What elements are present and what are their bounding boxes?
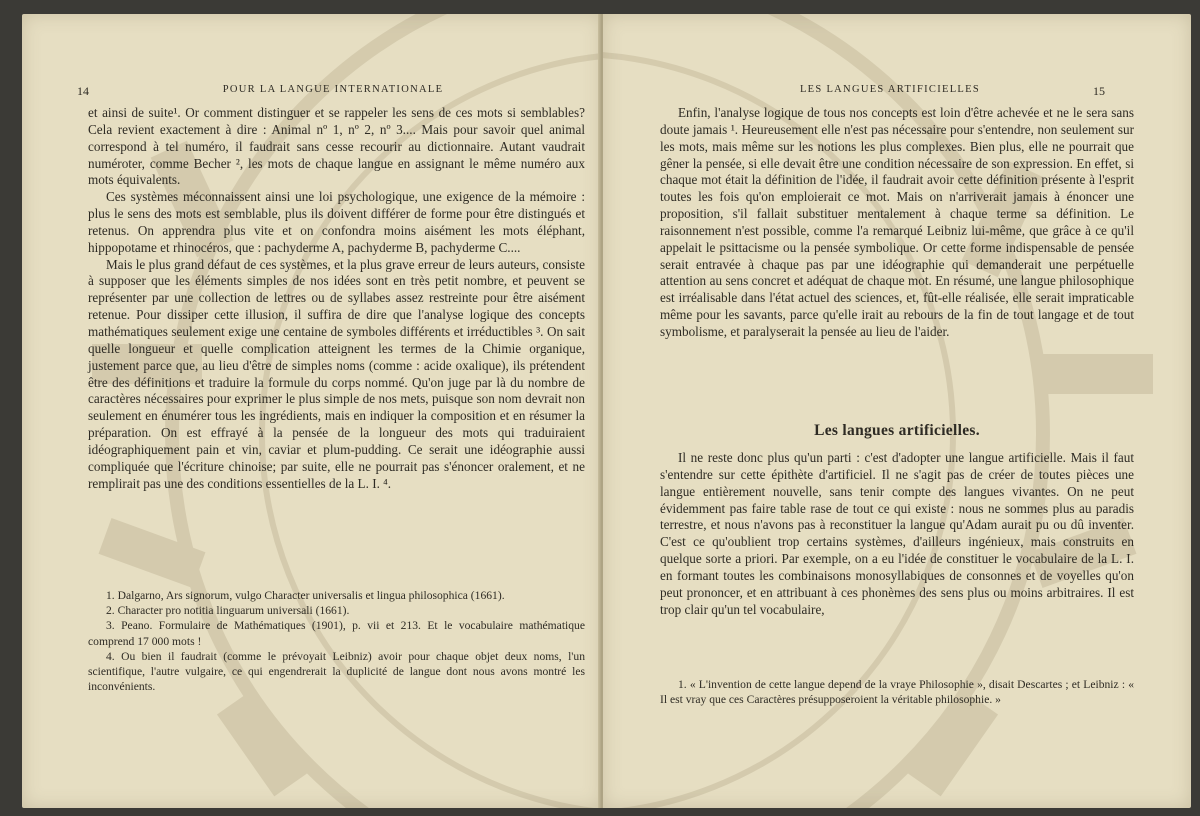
footnote: 1. « L'invention de cette langue depend de la vraye Philosophie », disait Descartes ; et Leibniz : « Il est vray que ces Caractères présupposeroient la véritable philosophie. » <box>660 678 1134 707</box>
footnote: 2. Character pro notitia linguarum universali (1661). <box>106 604 350 618</box>
right-page <box>603 14 1191 808</box>
running-head: LES LANGUES ARTIFICIELLES <box>799 84 981 95</box>
body-text <box>660 450 1134 618</box>
body-text <box>660 105 1134 341</box>
paragraph: et ainsi de suite¹. Or comment distinguer et se rappeler les sens de ces mots si semblables? Cela revient exactement à dire : Animal nº 1, nº 2, nº 3.... Mais pour savoir quel animal correspond à tel numéro, il faudrait sans cesse recourir au dictionnaire. Autant vaudrait numéroter, comme Becher ², les mots de chaque langue en assignant le même numéro aux mots équivalents. <box>88 105 585 188</box>
footnotes <box>660 677 1134 707</box>
footnote: 4. Ou bien il faudrait (comme le prévoyait Leibniz) avoir pour chaque objet deux noms, l'un scientifique, l'autre vulgaire, ce qui engendrerait la duplicité de langue dont nous avons montré les inconvénients. <box>88 649 585 694</box>
paragraph: Il ne reste donc plus qu'un parti : c'est d'adopter une langue artificielle. Mais il faut s'entendre sur cette épithète d'artificiel. Il ne s'agit pas de créer de toutes pièces une langue entièrement nouvelle, sans tenir compte des langues vivantes. On ne peut évidemment pas faire table rase de tout ce qui existe : nous ne sommes plus au paradis terrestre, et nous n'avons pas à reconstituer la langue qu'Adam aurait pu ou dû inventer. C'est ce qu'oublient trop certains systèmes, d'ailleurs ingénieux, mais construits en quelque sorte a priori. Par exemple, on a eu l'idée de constituer le vocabulaire de la L. I. en formant toutes les combinaisons monosyllabiques de consonnes et de voyelles qu'on peut prononcer, et en attribuant à ces phonèmes des sens plus ou moins arbitraires. Il est trop clair qu'un tel vocabulaire, <box>660 450 1134 617</box>
page-number: 15 <box>1093 84 1105 98</box>
paragraph: Enfin, l'analyse logique de tous nos concepts est loin d'être achevée et ne le sera sans doute jamais ¹. Heureusement elle n'est pas nécessaire pour s'entendre, non seulement sur les mots, mais même sur les notions les plus complexes. Bien plus, elle ne pourrait que gêner la pensée, si elle devait être une condition nécessaire de son expression. En effet, si chaque mot était la définition de l'idée, il faudrait avoir cette définition présente à l'esprit toutes les fois qu'on emploierait ce mot. Mais on n'arriverait jamais à énoncer une proposition, s'il fallait substituer mentalement à chaque terme sa définition. Le raisonnement n'est possible, comme l'a remarqué Leibniz lui-même, que grâce à ce qu'il appelait le psittacisme ou la pensée symbolique. Or cette forme indispensable de pensée serait entravée à chaque pas par une idéographie qui demanderait une perpétuelle attention au sens concret et adéquat de chaque mot. En résumé, une langue philosophique est irréalisable dans l'état actuel des sciences, et, fût-elle réalisée, elle serait impraticable même pour les savants, parce qu'elle irait au rebours de la fin de tout langage et de tout symbolisme, et paralyserait la pensée au lieu de l'aider. <box>660 105 1134 339</box>
section-title: Les langues artificielles. <box>814 422 980 439</box>
footnote: 1. Dalgarno, Ars signorum, vulgo Character universalis et lingua philosophica (1661). <box>106 589 505 602</box>
running-head: POUR LA LANGUE INTERNATIONALE <box>222 84 444 95</box>
page-number: 14 <box>77 84 89 98</box>
footnotes <box>88 588 585 694</box>
paragraph: Mais le plus grand défaut de ces systèmes, et la plus grave erreur de leurs auteurs, consiste à supposer que les éléments simples de nos idées sont en très petit nombre, et peuvent se représenter par une collection de lettres ou de syllabes assez restreinte pour être aisément retenue. Pour dissiper cette illusion, il suffira de dire que l'analyse logique des concepts mathématiques seulement exige une centaine de symboles différents et irréductibles ³. On sait quelle longueur et quelle complication atteignent les termes de la Chimie organique, justement parce que, au lieu d'être de simples noms (comme : acide oxalique), ils prétendent être des définitions et traduire la formule du corps nommé. Qu'on juge par là du nombre de caractères nécessaires pour exprimer le plus simple de nos mets, puisque son nom devrait non seulement en énumérer tous les ingrédients, mais en indiquer la composition et en résumer la préparation. On est effrayé à la pensée de la longueur des mots qui traduiraient idéographiquement pain et vin, caviar et plum-pudding. Ce serait une idéographie aussi compliquée que l'écriture chinoise; par suite, elle ne pourrait pas s'énoncer oralement, et ne remplirait pas une des conditions essentielles de la L. I. ⁴. <box>88 256 585 491</box>
left-page <box>22 14 602 808</box>
body-text <box>88 105 585 492</box>
footnote: 3. Peano. Formulaire de Mathématiques (1901), p. vii et 213. Et le vocabulaire mathématique comprend 17 000 mots ! <box>88 619 585 648</box>
paragraph: Ces systèmes méconnaissent ainsi une loi psychologique, une exigence de la mémoire : plus le sens des mots est semblable, plus ils doivent différer de forme pour être distingués et retenus. On apprendra plus vite et on confondra moins aisément les mots éléphant, hippopotame et rhinocéros, que : pachyderme A, pachyderme B, pachyderme C.... <box>88 189 585 255</box>
